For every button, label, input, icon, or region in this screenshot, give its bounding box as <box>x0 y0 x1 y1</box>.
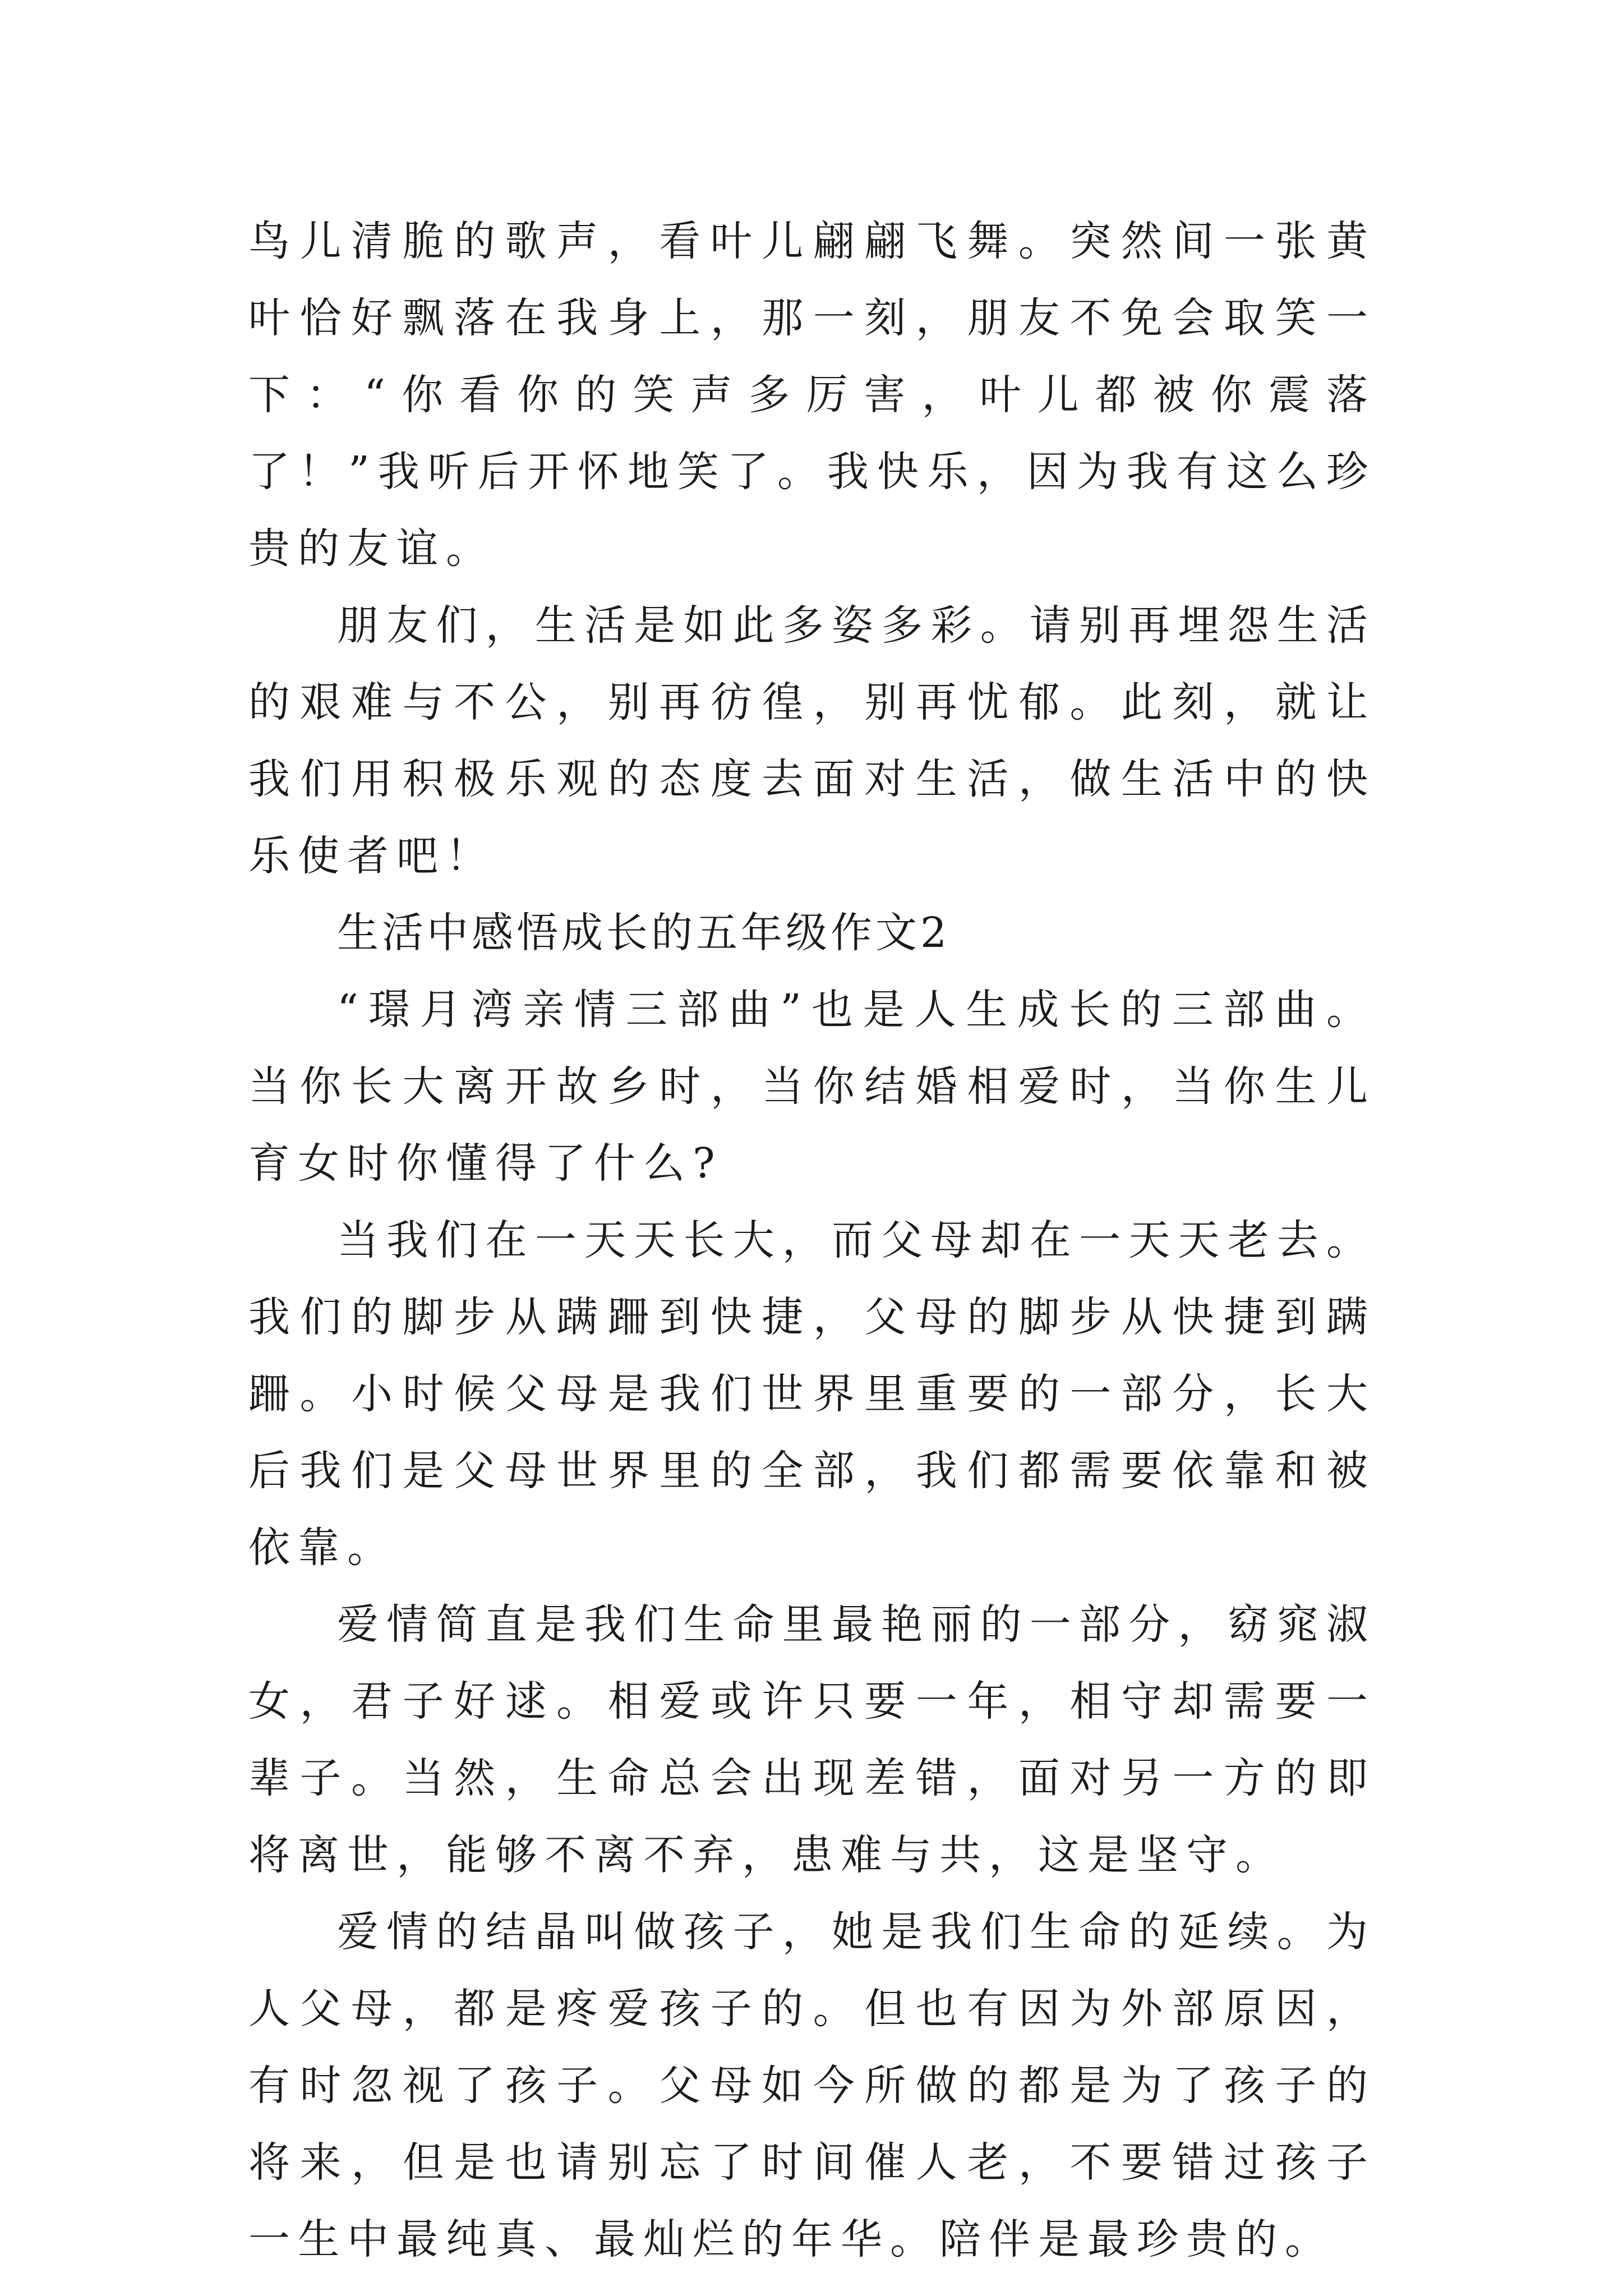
paragraph-2: 朋友们，生活是如此多姿多彩。请别再埋怨生活的艰难与不公，别再彷徨，别再忧郁。此刻，就让我们用积极乐观的态度去面对生活，做生活中的快乐使者吧！ <box>248 601 1376 880</box>
paragraph-3: “璟月湾亲情三部曲”也是人生成长的三部曲。当你长大离开故乡时，当你结婚相爱时，当你生儿育女时你懂得了什么? <box>248 986 1376 1188</box>
paragraph-4: 当我们在一天天长大，而父母却在一天天老去。我们的脚步从蹒跚到快捷，父母的脚步从快捷到蹒跚。小时候父母是我们世界里重要的一部分，长大后我们是父母世界里的全部，我们都需要依靠和被依靠。 <box>248 1216 1376 1572</box>
document-body <box>248 203 1376 2278</box>
paragraph-6: 爱情的结晶叫做孩子，她是我们生命的延续。为人父母，都是疼爱孩子的。但也有因为外部原因，有时忽视了孩子。父母如今所做的都是为了孩子的将来，但是也请别忘了时间催人老，不要错过孩子一生中最纯真、最灿烂的年华。陪伴是最珍贵的。 <box>248 1908 1376 2263</box>
section-title: 生活中感悟成长的五年级作文2 <box>337 909 951 957</box>
paragraph-5: 爱情简直是我们生命里最艳丽的一部分，窈窕淑女，君子好逑。相爱或许只要一年，相守却需要一辈子。当然，生命总会出现差错，面对另一方的即将离世，能够不离不弃，患难与共，这是坚守。 <box>248 1600 1376 1879</box>
paragraph-1: 鸟儿清脆的歌声，看叶儿翩翩飞舞。突然间一张黄叶恰好飘落在我身上，那一刻，朋友不免会取笑一下：“你看你的笑声多厉害，叶儿都被你震落了！”我听后开怀地笑了。我快乐，因为我有这么珍贵的友谊。 <box>248 217 1376 573</box>
